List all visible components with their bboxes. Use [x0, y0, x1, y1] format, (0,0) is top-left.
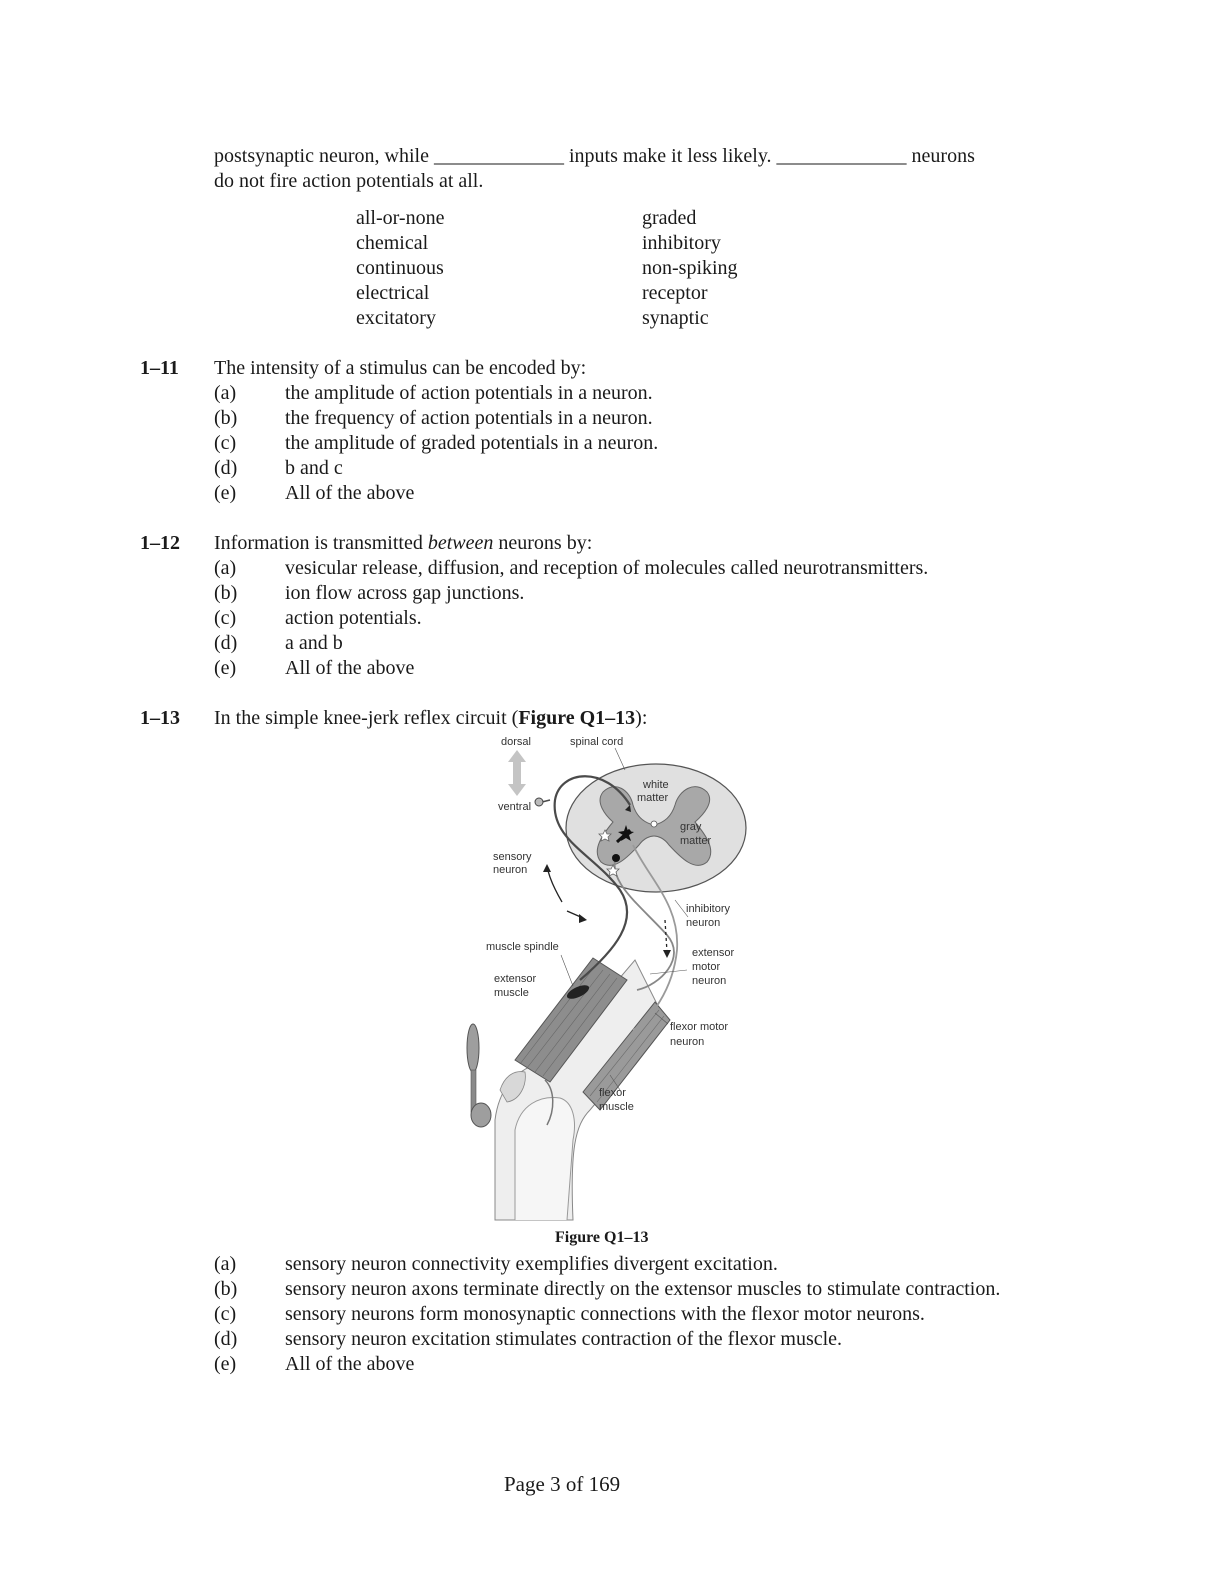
label-flexor-motor-neuron: flexor motor — [670, 1021, 729, 1033]
figure-caption: Figure Q1–13 — [555, 1229, 649, 1246]
label-white-matter: white — [643, 779, 669, 791]
label-flexor-motor-neuron: neuron — [670, 1036, 705, 1048]
word-bank-right — [642, 206, 738, 331]
option-letter: (e) — [214, 1353, 237, 1375]
option-letter: (e) — [214, 482, 237, 504]
label-dorsal: dorsal — [501, 736, 531, 748]
label-extensor-motor-neuron: neuron — [692, 975, 727, 987]
label-extensor-motor-neuron: extensor — [692, 947, 735, 959]
option-text: b and c — [285, 457, 343, 479]
word-bank-item: excitatory — [356, 307, 436, 329]
word-bank-item: synaptic — [642, 307, 709, 329]
label-ventral: ventral — [498, 801, 532, 813]
option-text: sensory neuron connectivity exemplifies divergent excitation. — [285, 1253, 778, 1275]
label-gray-matter: gray — [680, 821, 702, 833]
option-letter: (d) — [214, 632, 238, 654]
option-letter: (a) — [214, 382, 237, 404]
page-number: Page 3 of 169 — [504, 1472, 621, 1496]
question-stem — [214, 531, 592, 555]
label-sensory-neuron: neuron — [493, 864, 528, 876]
option-text: sensory neurons form monosynaptic connections with the flexor motor neurons. — [285, 1303, 925, 1325]
option-text: All of the above — [285, 1353, 415, 1375]
intro-line-1: postsynaptic neuron, while _____________ inputs make it less likely. _____________ neurons — [214, 145, 975, 167]
word-bank-item: non-spiking — [642, 257, 738, 279]
option-text: All of the above — [285, 482, 415, 504]
label-extensor-motor-neuron: motor — [692, 961, 721, 973]
option-letter: (b) — [214, 407, 238, 429]
stem-text: Information is transmitted — [214, 532, 428, 554]
label-spinal-cord: spinal cord — [570, 736, 624, 748]
option-text: ion flow across gap junctions. — [285, 582, 525, 604]
option-letter: (b) — [214, 582, 238, 604]
stem-text: neurons by: — [493, 532, 593, 554]
word-bank-item: electrical — [356, 282, 430, 304]
word-bank-item: chemical — [356, 232, 429, 254]
option-letter: (e) — [214, 657, 237, 679]
word-bank-item: all-or-none — [356, 207, 445, 229]
label-extensor-muscle: extensor — [494, 973, 537, 985]
question-stem — [214, 706, 647, 730]
label-white-matter: matter — [637, 792, 669, 804]
word-bank-item: continuous — [356, 257, 444, 279]
label-muscle-spindle: muscle spindle — [486, 941, 559, 953]
option-text: a and b — [285, 632, 343, 654]
option-letter: (c) — [214, 1303, 237, 1325]
knee-jerk-reflex-figure — [455, 730, 755, 1225]
option-text: sensory neuron axons terminate directly on the extensor muscles to stimulate contraction. — [285, 1278, 1001, 1300]
option-letter: (d) — [214, 457, 238, 479]
question-number: 1–12 — [140, 532, 180, 554]
option-letter: (d) — [214, 1328, 238, 1350]
question-stem: The intensity of a stimulus can be encoded by: — [214, 357, 587, 379]
label-sensory-neuron: sensory — [493, 851, 532, 863]
reflex-hammer-icon — [467, 1024, 491, 1127]
question-number: 1–13 — [140, 707, 180, 729]
intro-line-2: do not fire action potentials at all. — [214, 170, 484, 192]
option-text: the amplitude of graded potentials in a neuron. — [285, 432, 659, 454]
option-text: vesicular release, diffusion, and reception of molecules called neurotransmitters. — [285, 557, 929, 579]
word-bank-item: receptor — [642, 282, 708, 304]
figure-reference: Figure Q1–13 — [518, 707, 636, 729]
option-text: action potentials. — [285, 607, 422, 629]
label-gray-matter: matter — [680, 835, 712, 847]
label-inhibitory-neuron: inhibitory — [686, 903, 731, 915]
option-text: sensory neuron excitation stimulates contraction of the flexor muscle. — [285, 1328, 843, 1350]
stem-emphasis: between — [427, 532, 494, 554]
option-text: the frequency of action potentials in a neuron. — [285, 407, 653, 429]
option-text: the amplitude of action potentials in a neuron. — [285, 382, 653, 404]
option-letter: (b) — [214, 1278, 238, 1300]
option-letter: (a) — [214, 557, 237, 579]
option-letter: (c) — [214, 607, 237, 629]
option-letter: (c) — [214, 432, 237, 454]
word-bank-item: graded — [642, 207, 697, 229]
word-bank-item: inhibitory — [642, 232, 721, 254]
dorsal-ventral-arrow-icon — [508, 750, 526, 796]
stem-text: ): — [635, 707, 648, 729]
label-flexor-muscle: muscle — [599, 1101, 634, 1113]
label-inhibitory-neuron: neuron — [686, 917, 721, 929]
label-flexor-muscle: flexor — [599, 1087, 626, 1099]
stem-text: In the simple knee-jerk reflex circuit ( — [214, 707, 519, 729]
word-bank-left — [356, 206, 444, 331]
option-letter: (a) — [214, 1253, 237, 1275]
question-number: 1–11 — [140, 357, 179, 379]
label-extensor-muscle: muscle — [494, 987, 529, 999]
option-text: All of the above — [285, 657, 415, 679]
